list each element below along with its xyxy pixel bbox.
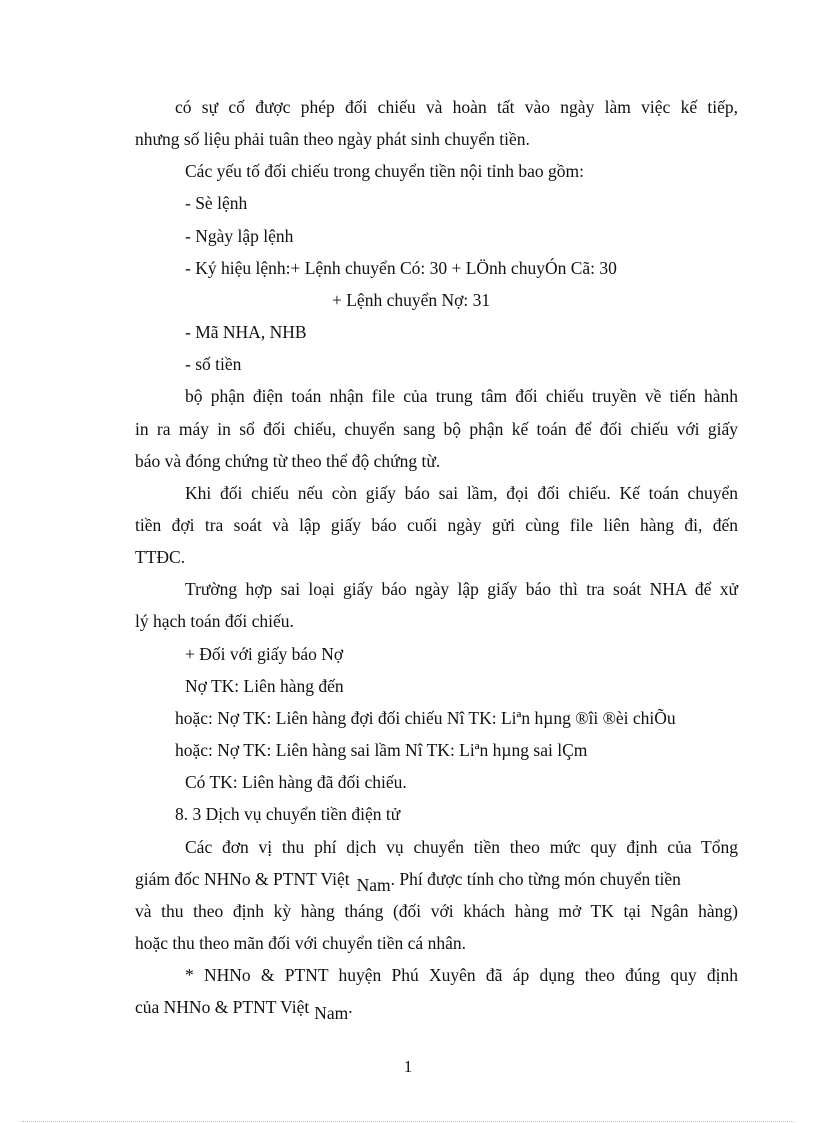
section-heading: 8. 3 Dịch vụ chuyển tiền điện tử	[175, 804, 401, 824]
paragraph-line: hoặc thu theo mãn đối với chuyển tiền cá nhân.	[135, 933, 466, 953]
text-segment: Nam	[356, 875, 391, 895]
paragraph-line: và thu theo định kỳ hàng tháng (đối với khách hàng mở TK tại Ngân hàng)	[135, 901, 738, 921]
paragraph-line: * NHNo & PTNT huyện Phú Xuyên đã áp dụng theo đúng quy định	[185, 965, 738, 985]
paragraph-line: in ra máy in sổ đối chiếu, chuyển sang bộ phận kế toán để đối chiếu với giấy	[135, 419, 738, 439]
paragraph-line	[135, 996, 353, 1023]
paragraph-line: Các yếu tố đối chiếu trong chuyển tiền nội tỉnh bao gồm:	[185, 161, 585, 181]
text-segment: của NHNo & PTNT Việt	[135, 997, 310, 1017]
text-segment: . Phí được tính cho từng món chuyển tiền	[390, 869, 681, 889]
paragraph-line: hoặc: Nợ TK: Liên hàng đợi đối chiếu Nî TK: Liªn hµng ®îi ®èi chiÕu	[175, 708, 676, 728]
paragraph-line: + Đối với giấy báo Nợ	[185, 644, 344, 664]
list-item: - số tiền	[185, 354, 242, 374]
paragraph-line: lý hạch toán đối chiếu.	[135, 611, 294, 631]
paragraph-line: có sự cố được phép đối chiếu và hoàn tất vào ngày làm việc kế tiếp,	[175, 97, 738, 117]
list-item: - Mã NHA, NHB	[185, 322, 307, 342]
text-segment: .	[348, 997, 353, 1017]
paragraph-line: báo và đóng chứng từ theo thể độ chứng từ.	[135, 451, 441, 471]
list-item: - Ngày lập lệnh	[185, 226, 294, 246]
text-segment: Nam	[314, 1003, 349, 1023]
page-bottom-divider	[22, 1121, 794, 1122]
paragraph-line: TTĐC.	[135, 547, 186, 567]
paragraph-line: tiền đợi tra soát và lập giấy báo cuối ngày gửi cùng file liên hàng đi, đến	[135, 515, 738, 535]
paragraph-line: bộ phận điện toán nhận file của trung tâm đối chiếu truyền về tiến hành	[185, 386, 738, 406]
paragraph-line	[135, 868, 738, 895]
paragraph-line: nhưng số liệu phải tuân theo ngày phát sinh chuyển tiền.	[135, 129, 530, 149]
paragraph-line: Trường hợp sai loại giấy báo ngày lập giấy báo thì tra soát NHA để xử	[185, 579, 738, 599]
text-segment: giám đốc NHNo & PTNT Việt	[135, 869, 350, 889]
list-item: - Sè lệnh	[185, 193, 248, 213]
list-item: - Ký hiệu lệnh:+ Lệnh chuyển Có: 30 + LÖnh chuyÓn Cã: 30	[185, 258, 617, 278]
paragraph-line: Khi đối chiếu nếu còn giấy báo sai lầm, đọi đối chiếu. Kế toán chuyển	[185, 483, 738, 503]
list-item: + Lệnh chuyển Nợ: 31	[332, 290, 491, 310]
page-number: 1	[403, 1057, 413, 1076]
paragraph-line: Các đơn vị thu phí dịch vụ chuyển tiền theo mức quy định của Tổng	[185, 837, 738, 857]
paragraph-line: Nợ TK: Liên hàng đến	[185, 676, 344, 696]
paragraph-line: hoặc: Nợ TK: Liên hàng sai lầm Nî TK: Liªn hµng sai lÇm	[175, 740, 588, 760]
paragraph-line: Có TK: Liên hàng đã đối chiếu.	[185, 772, 407, 792]
